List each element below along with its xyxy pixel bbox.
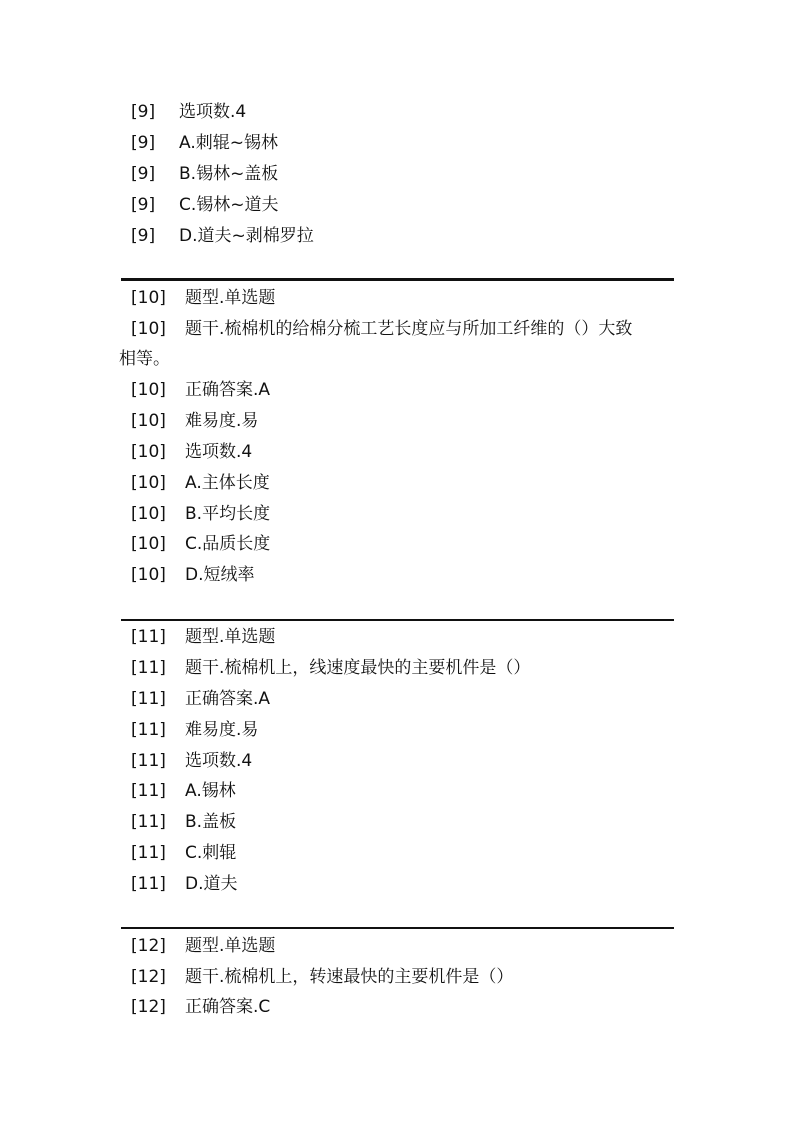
q10-text: 选项数.4 xyxy=(185,442,253,462)
q11-option-a xyxy=(128,778,236,804)
q11-text: D.道夫 xyxy=(185,874,238,894)
q10-number: [10] xyxy=(131,534,166,554)
q11-text: 题干.梳棉机上，线速度最快的主要机件是（） xyxy=(185,658,531,678)
q10-stem-continuation: 相等。 xyxy=(119,349,170,369)
q10-number: [10] xyxy=(131,380,166,400)
q10-type xyxy=(128,285,275,311)
q9-option-c xyxy=(128,192,279,218)
q10-number: [10] xyxy=(131,319,166,339)
q9-option-b xyxy=(128,161,278,187)
q10-number: [10] xyxy=(131,565,166,585)
q9-number: [9] xyxy=(131,133,156,153)
q9-option-d xyxy=(128,223,314,249)
q10-number: [10] xyxy=(131,411,166,431)
q12-text: 题干.梳棉机上，转速最快的主要机件是（） xyxy=(185,967,514,987)
q11-answer xyxy=(128,686,270,712)
q11-number: [11] xyxy=(131,843,166,863)
q12-answer xyxy=(128,994,270,1020)
q10-text: B.平均长度 xyxy=(185,504,271,524)
q11-text: 选项数.4 xyxy=(185,751,253,771)
q9-option-a xyxy=(128,130,278,156)
q9-number: [9] xyxy=(131,164,156,184)
q12-text: 正确答案.C xyxy=(185,997,271,1017)
q9-number: [9] xyxy=(131,195,156,215)
q10-number: [10] xyxy=(131,288,166,308)
q11-stem xyxy=(128,655,530,681)
q11-text: C.刺辊 xyxy=(185,843,237,863)
section-divider xyxy=(121,278,674,281)
q11-option-d xyxy=(128,871,238,897)
q9-text: D.道夫~剥棉罗拉 xyxy=(179,226,314,246)
q9-number: [9] xyxy=(131,226,156,246)
q11-number: [11] xyxy=(131,627,166,647)
q11-number: [11] xyxy=(131,812,166,832)
q9-number: [9] xyxy=(131,102,156,122)
q11-number: [11] xyxy=(131,781,166,801)
section-divider xyxy=(121,927,674,929)
q10-stem xyxy=(128,316,632,342)
q12-type xyxy=(128,933,275,959)
q10-option-b xyxy=(128,501,270,527)
q10-difficulty xyxy=(128,408,258,434)
q10-answer xyxy=(128,377,270,403)
q10-text: 正确答案.A xyxy=(185,380,271,400)
q11-number: [11] xyxy=(131,751,166,771)
q10-text: A.主体长度 xyxy=(185,473,270,493)
q9-options-count xyxy=(128,99,246,125)
q10-text: 题干.梳棉机的给棉分梳工艺长度应与所加工纤维的（）大致 xyxy=(185,319,633,339)
q10-text: 难易度.易 xyxy=(185,411,259,431)
q10-number: [10] xyxy=(131,504,166,524)
q11-text: 正确答案.A xyxy=(185,689,271,709)
q12-text: 题型.单选题 xyxy=(185,936,276,956)
q11-text: 难易度.易 xyxy=(185,720,259,740)
q10-number: [10] xyxy=(131,442,166,462)
q10-option-d xyxy=(128,562,255,588)
q11-number: [11] xyxy=(131,689,166,709)
q10-text: 题型.单选题 xyxy=(185,288,276,308)
q10-option-c xyxy=(128,531,270,557)
q10-option-a xyxy=(128,470,270,496)
q11-type xyxy=(128,624,275,650)
q11-text: A.锡林 xyxy=(185,781,236,801)
q10-text: C.品质长度 xyxy=(185,534,271,554)
q12-stem xyxy=(128,964,513,990)
q11-text: B.盖板 xyxy=(185,812,237,832)
section-divider xyxy=(121,619,674,621)
q10-text: D.短绒率 xyxy=(185,565,255,585)
q11-difficulty xyxy=(128,717,258,743)
q10-number: [10] xyxy=(131,473,166,493)
q12-number: [12] xyxy=(131,997,166,1017)
q9-text: A.刺辊~锡林 xyxy=(179,133,278,153)
q11-number: [11] xyxy=(131,874,166,894)
q11-option-c xyxy=(128,840,236,866)
q10-options-count xyxy=(128,439,252,465)
q9-text: B.锡林~盖板 xyxy=(179,164,279,184)
q12-number: [12] xyxy=(131,936,166,956)
q9-text: C.锡林~道夫 xyxy=(179,195,279,215)
q11-number: [11] xyxy=(131,720,166,740)
q12-number: [12] xyxy=(131,967,166,987)
q11-option-b xyxy=(128,809,236,835)
q11-number: [11] xyxy=(131,658,166,678)
q11-options-count xyxy=(128,748,252,774)
q11-text: 题型.单选题 xyxy=(185,627,276,647)
q9-text: 选项数.4 xyxy=(179,102,247,122)
